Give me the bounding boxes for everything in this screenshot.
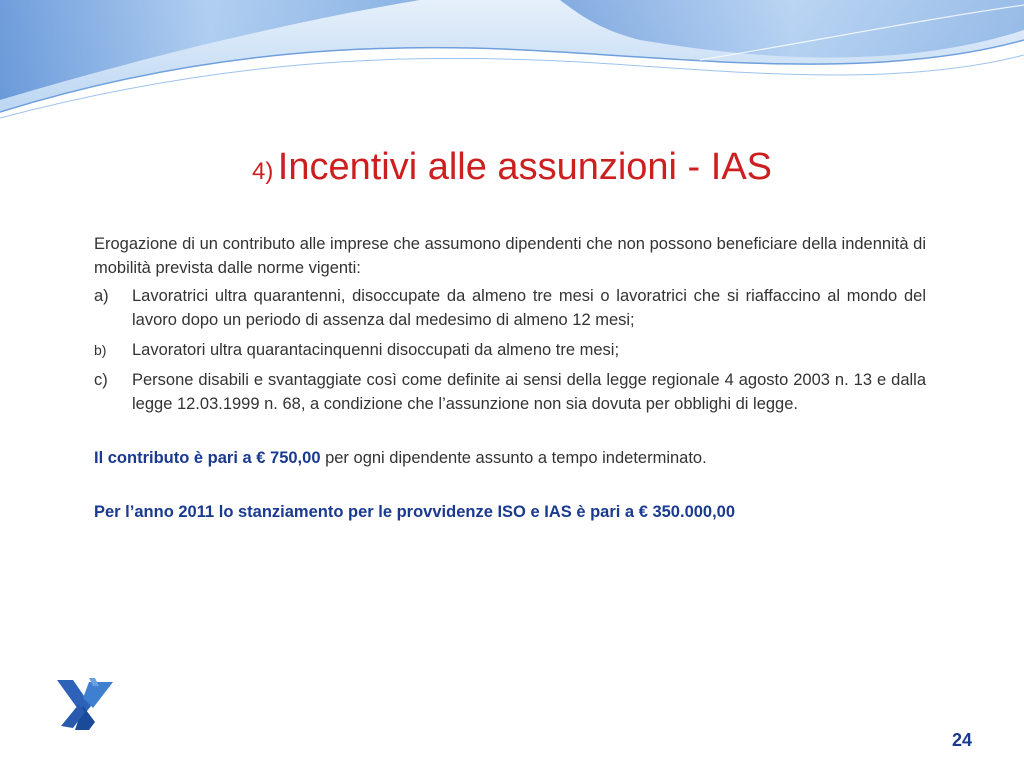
blue-x-logo-icon — [55, 676, 115, 731]
list-item — [94, 368, 926, 416]
beneficiary-list — [94, 284, 926, 416]
slide-title-text: Incentivi alle assunzioni - IAS — [277, 146, 773, 188]
list-item-text: Lavoratori ultra quarantacinquenni disoccupati da almeno tre mesi; — [132, 341, 620, 359]
slide-title — [0, 146, 1024, 189]
page-number: 24 — [951, 730, 972, 750]
intro-paragraph: Erogazione di un contributo alle imprese che assumono dipendenti che non possono beneficiare della indennità di mobilità prevista dalle norme vigenti: — [94, 235, 926, 277]
header-wave-decoration — [0, 0, 1024, 130]
list-item — [94, 338, 926, 362]
funding-note: Per l’anno 2011 lo stanziamento per le provvidenze ISO e IAS è pari a € 350.000,00 — [94, 503, 736, 521]
list-item — [94, 284, 926, 332]
contribution-amount: Il contributo è pari a € 750,00 — [94, 449, 321, 467]
list-marker: c) — [94, 371, 108, 389]
slide-title-number: 4) — [251, 158, 274, 185]
contribution-detail: per ogni dipendente assunto a tempo indeterminato. — [320, 449, 707, 467]
list-marker: a) — [94, 287, 109, 305]
list-item-text: Persone disabili e svantaggiate così come definite ai sensi della legge regionale 4 agosto 2003 n. 13 e dalla legge 12.03.1999 n. 68, a condizione che l’assunzione non sia dovuta per obblighi di legge. — [132, 371, 926, 413]
list-marker: b) — [94, 342, 107, 358]
list-item-text: Lavoratrici ultra quarantenni, disoccupate da almeno tre mesi o lavoratrici che si riaffaccino al mondo del lavoro dopo un periodo di assenza dal medesimo di almeno 12 mesi; — [132, 287, 926, 329]
contribution-paragraph — [94, 446, 926, 470]
slide-body — [94, 232, 926, 524]
